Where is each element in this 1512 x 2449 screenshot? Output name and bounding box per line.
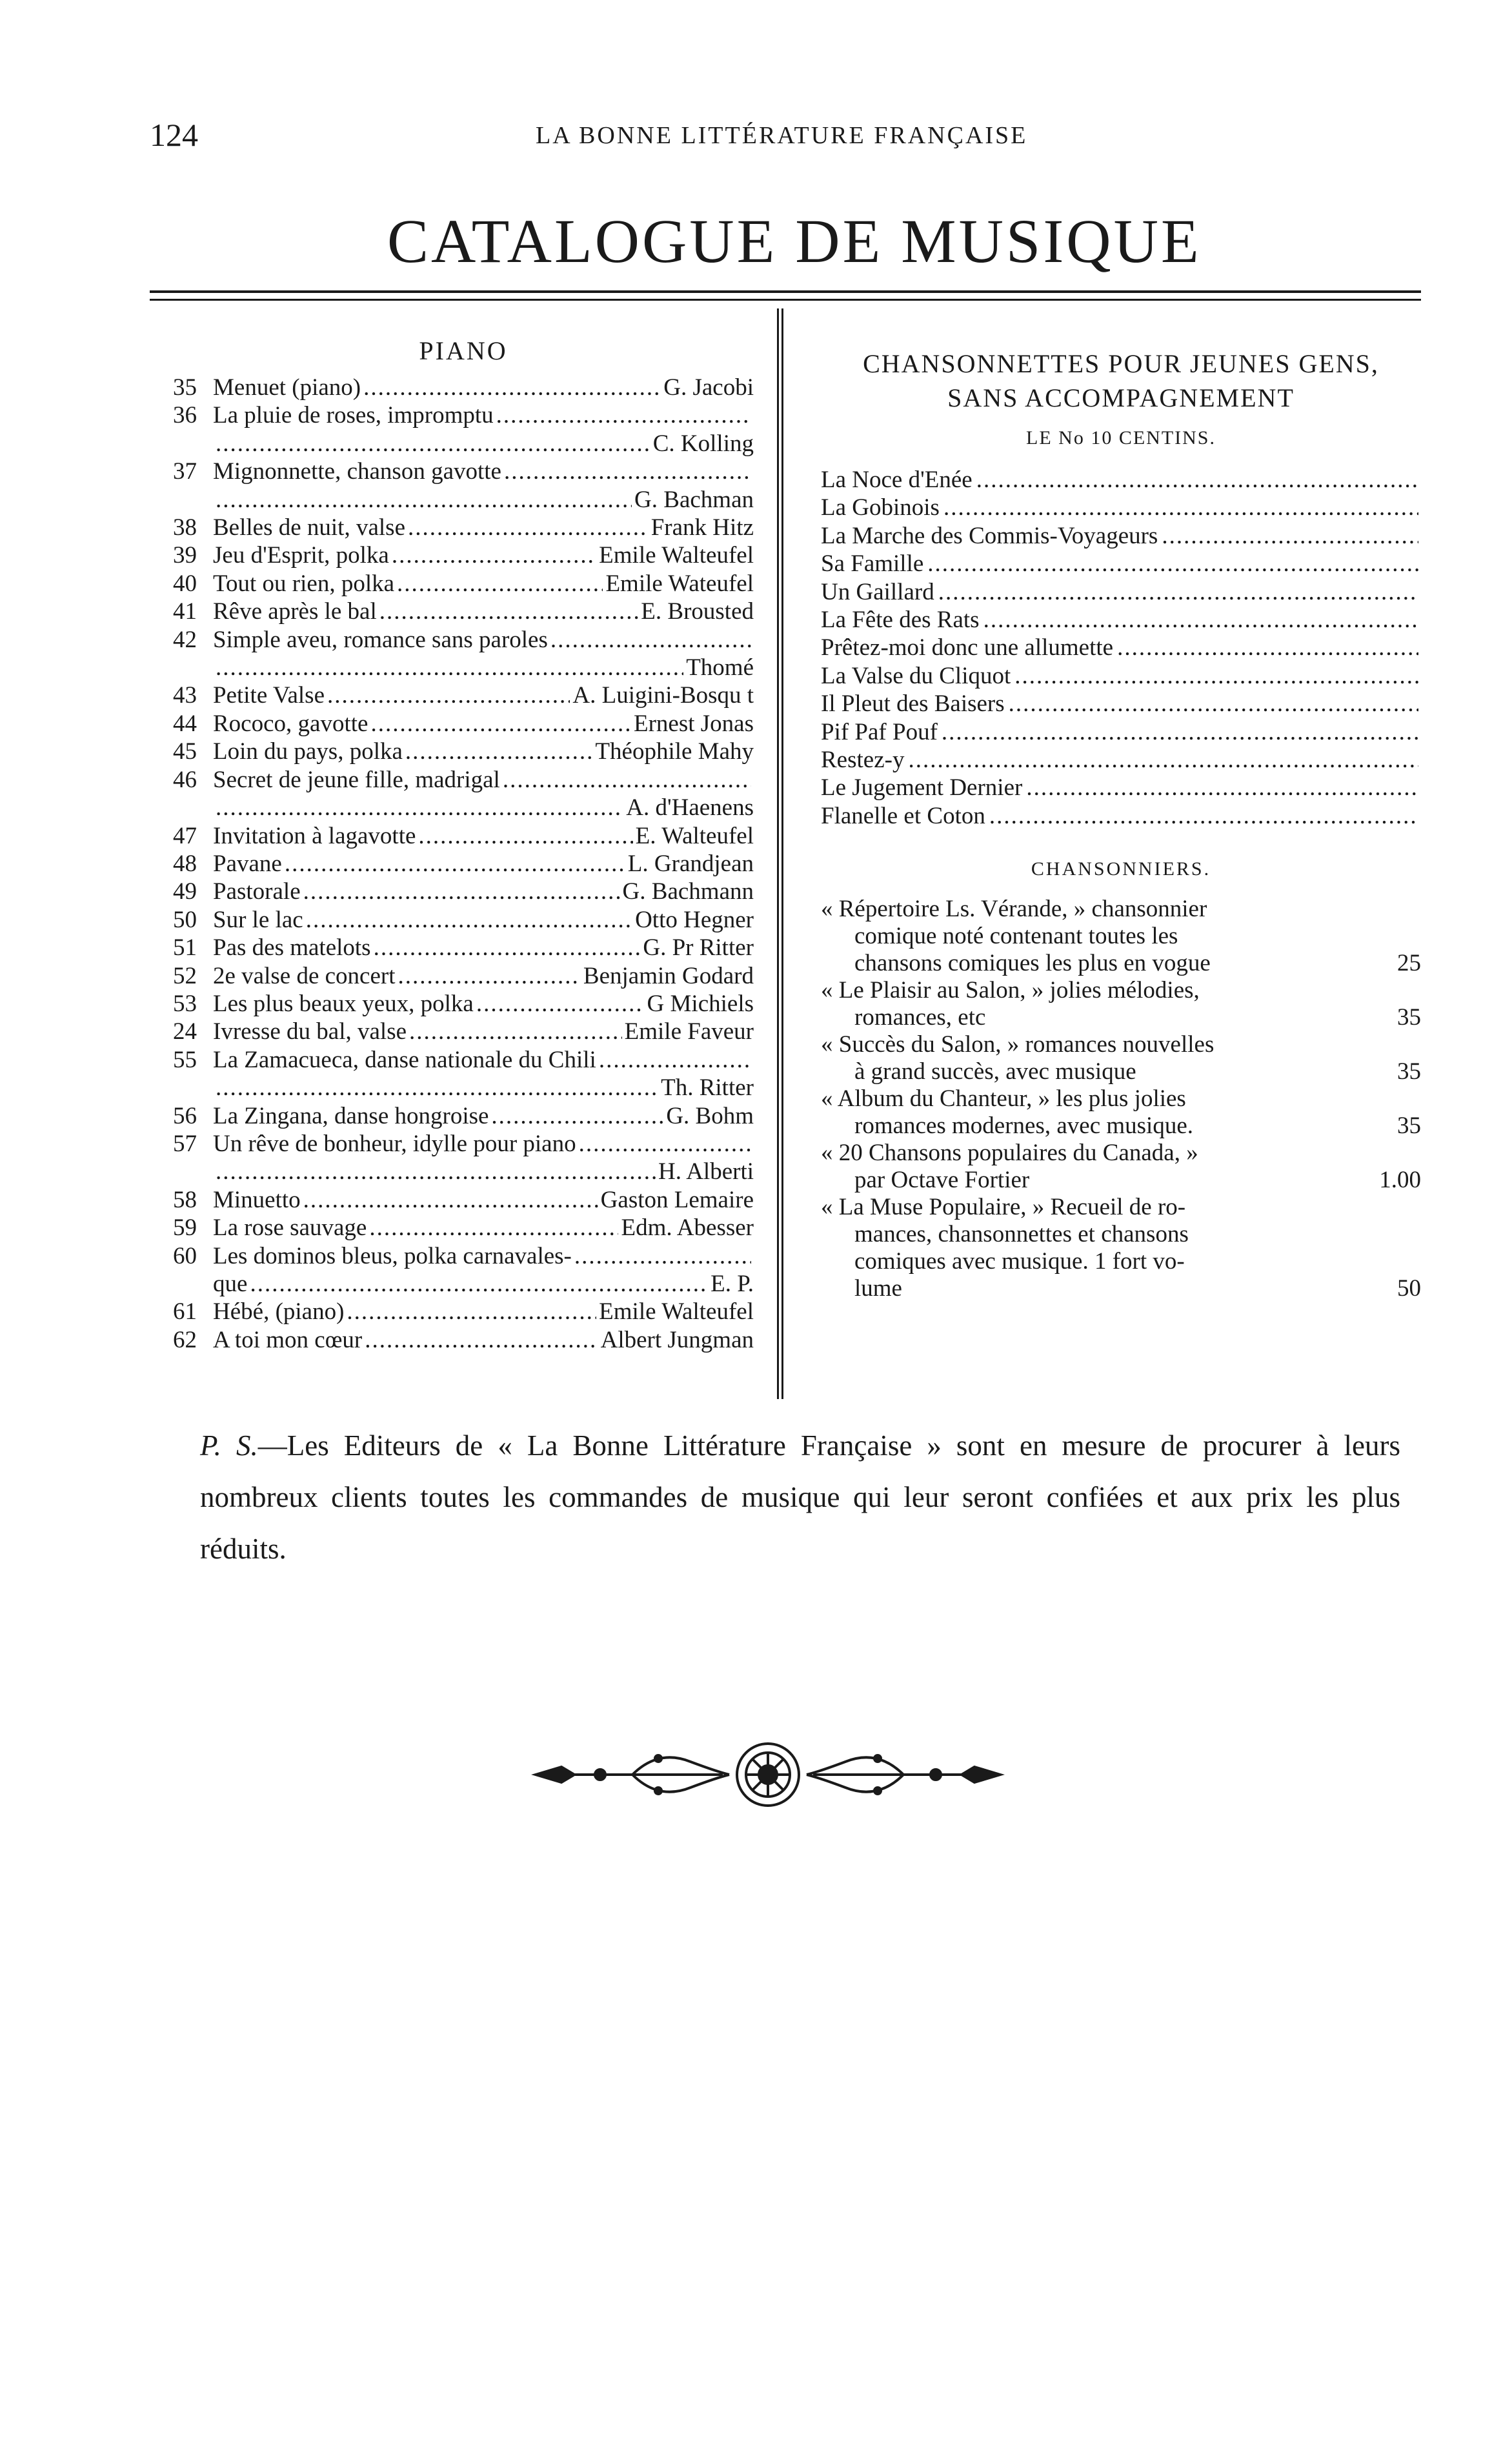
chansonnier-price: 35: [1397, 1113, 1421, 1140]
chansonnettes-subheading: SANS ACCOMPAGNEMENT: [947, 383, 1295, 412]
entry-author: Emile Wateufel: [605, 570, 754, 597]
entry-line: [173, 458, 754, 485]
catalog-entry: [173, 822, 754, 850]
chansonnier-item: [821, 977, 1421, 1031]
leader-dots: [374, 934, 641, 962]
song-title: La Noce d'Enée: [821, 467, 973, 493]
leader-dots: [216, 430, 650, 458]
entry-title: La Zamacueca, danse nationale du Chili: [213, 1046, 596, 1073]
leader-dots: [347, 1298, 596, 1325]
song-item: [821, 606, 1421, 634]
entry-line: [173, 1158, 754, 1185]
entry-author: Ernest Jonas: [634, 710, 754, 737]
entry-number: 37: [173, 458, 197, 485]
chansonnier-item: [821, 1031, 1421, 1085]
entry-author: Gaston Lemaire: [600, 1186, 754, 1213]
entry-number: 51: [173, 934, 197, 962]
song-title: La Fête des Rats: [821, 607, 980, 634]
catalog-entry: [173, 541, 754, 569]
leader-dots: [504, 458, 751, 485]
chansonnier-price: 35: [1397, 1004, 1421, 1031]
entry-line: [173, 654, 754, 681]
entry-author: Th. Ritter: [661, 1074, 754, 1102]
column-divider: [777, 308, 783, 1399]
catalog-entry: [173, 1046, 754, 1102]
entry-line: [173, 990, 754, 1018]
entry-line: [173, 401, 754, 429]
leader-dots: [370, 710, 631, 738]
entry-title: Les dominos bleus, polka carnavales-: [213, 1242, 572, 1269]
entry-title: Les plus beaux yeux, polka: [213, 990, 474, 1017]
song-item: [821, 690, 1421, 718]
entry-title: Pavane: [213, 850, 282, 877]
catalog-entry: [173, 514, 754, 541]
leader-dots: [943, 494, 1418, 521]
entry-number: 36: [173, 402, 197, 429]
chansonnettes-heading: CHANSONNETTES POUR JEUNES GENS,: [863, 349, 1379, 378]
entry-number: 52: [173, 962, 197, 989]
chansonnier-item: [821, 1140, 1421, 1194]
chansonnier-line: « Répertoire Ls. Vérande, » chansonnier: [821, 896, 1207, 923]
chansonnier-price: 25: [1397, 950, 1421, 977]
catalog-entry: [173, 878, 754, 905]
chansonnier-line: comiques avec musique. 1 fort vo-: [854, 1248, 1185, 1275]
entry-title: Jeu d'Esprit, polka: [213, 542, 389, 569]
entry-author: E. Brousted: [641, 598, 754, 625]
chansonnier-line: romances modernes, avec musique.: [854, 1113, 1194, 1140]
postscript-text: —Les Editeurs de « La Bonne Littérature Française » sont en mesure de procurer à leurs nombreux clients toutes les commandes de musique qui leur seront confiées et aux prix les plus réduits.: [200, 1429, 1401, 1565]
entry-line: [173, 1046, 754, 1074]
leader-dots: [369, 1214, 618, 1242]
entry-line: [173, 822, 754, 850]
leader-dots: [976, 466, 1418, 494]
leader-dots: [908, 746, 1418, 774]
chansonnier-item: [821, 896, 1421, 977]
leader-dots: [216, 1074, 658, 1102]
song-title: La Valse du Cliquot: [821, 662, 1011, 689]
entry-title: Un rêve de bonheur, idylle pour piano: [213, 1130, 576, 1157]
chansonnier-line: « Le Plaisir au Salon, » jolies mélodies,: [821, 977, 1200, 1004]
entry-number: 61: [173, 1298, 197, 1325]
entry-title: La Zingana, danse hongroise: [213, 1102, 489, 1129]
entry-author: Emile Walteufel: [599, 1298, 754, 1325]
song-title: La Marche des Commis-Voyageurs: [821, 522, 1158, 549]
entry-line: [173, 570, 754, 598]
leader-dots: [379, 598, 639, 625]
leader-dots: [408, 514, 649, 541]
leader-dots: [503, 766, 751, 794]
entry-title: 2e valse de concert: [213, 962, 396, 989]
song-item: [821, 774, 1421, 801]
entry-title: Minuetto: [213, 1186, 301, 1213]
song-item: [821, 578, 1421, 606]
leader-dots: [303, 878, 620, 905]
song-item: [821, 522, 1421, 550]
chansonnier-line: à grand succès, avec musique: [854, 1058, 1136, 1085]
leader-dots: [938, 578, 1418, 606]
entry-title: Ivresse du bal, valse: [213, 1018, 407, 1045]
entry-line: [173, 794, 754, 821]
entry-title: Invitation à lagavotte: [213, 822, 416, 849]
entry-title: Petite Valse: [213, 682, 325, 709]
entry-title: Simple aveu, romance sans paroles: [213, 626, 548, 653]
entry-number: 55: [173, 1046, 197, 1073]
postscript-label: P. S.: [200, 1429, 258, 1462]
entry-author: G Michiels: [647, 990, 754, 1017]
chansonnier-line: « 20 Chansons populaires du Canada, »: [821, 1140, 1198, 1167]
leader-dots: [409, 1018, 622, 1045]
page-title: CATALOGUE DE MUSIQUE: [387, 207, 1202, 276]
leader-dots: [983, 606, 1418, 634]
entry-title: Pastorale: [213, 878, 301, 905]
catalog-entry: [173, 850, 754, 878]
song-item: [821, 466, 1421, 494]
leader-dots: [398, 962, 581, 990]
catalog-entry: [173, 598, 754, 625]
leader-dots: [1014, 662, 1418, 690]
entry-number: 49: [173, 878, 197, 905]
catalog-entry: [173, 1018, 754, 1045]
entry-line: [173, 486, 754, 514]
leader-dots: [392, 541, 596, 569]
entry-number: 39: [173, 542, 197, 569]
leader-dots: [365, 1326, 598, 1354]
entry-author: L. Grandjean: [627, 850, 754, 877]
entry-author: G. Jacobi: [663, 374, 754, 401]
chansonnier-price: 1.00: [1379, 1167, 1421, 1194]
piano-heading: PIANO: [419, 336, 508, 365]
entry-title: Tout ou rien, polka: [213, 570, 395, 597]
entry-line: [173, 850, 754, 878]
entry-author: Thomé: [686, 654, 754, 681]
entry-number: 50: [173, 906, 197, 933]
fleuron-ornament-icon: [529, 1736, 1007, 1813]
price-note: LE No 10 CENTINS.: [1026, 427, 1216, 448]
entry-number: 38: [173, 514, 197, 541]
entry-number: 58: [173, 1186, 197, 1213]
entry-title: Hébé, (piano): [213, 1298, 345, 1325]
song-title: Pif Paf Pouf: [821, 718, 938, 745]
song-item: [821, 634, 1421, 661]
page-number: 124: [150, 117, 198, 153]
catalog-entry: [173, 1186, 754, 1214]
entry-title: Menuet (piano): [213, 374, 361, 401]
running-title: LA BONNE LITTÉRATURE FRANÇAISE: [536, 122, 1028, 149]
entry-number: 62: [173, 1326, 197, 1353]
entry-number: 43: [173, 682, 197, 709]
entry-author: C. Kolling: [652, 430, 754, 457]
catalog-entry: [173, 1326, 754, 1354]
entry-line: [173, 962, 754, 990]
chansonnier-line: « Succès du Salon, » romances nouvelles: [821, 1031, 1215, 1058]
entry-author: Benjamin Godard: [583, 962, 754, 989]
leader-dots: [1009, 690, 1418, 718]
chansonnier-line: comique noté contenant toutes les: [854, 923, 1178, 950]
entry-line: [173, 1242, 754, 1270]
entry-line: [173, 1326, 754, 1354]
catalog-entry: [173, 962, 754, 990]
catalog-entry: [173, 681, 754, 709]
entry-number: 48: [173, 850, 197, 877]
entry-title: La rose sauvage: [213, 1214, 367, 1242]
entry-title: Sur le lac: [213, 906, 303, 933]
entry-line: [173, 541, 754, 569]
entry-author: Théophile Mahy: [595, 738, 754, 765]
entry-line: [173, 1018, 754, 1045]
song-item: [821, 802, 1421, 830]
entry-title: que: [213, 1271, 248, 1297]
song-title: Prêtez-moi donc une allumette: [821, 634, 1114, 661]
entry-author: Albert Jungman: [600, 1326, 754, 1353]
entry-author: Edm. Abesser: [621, 1214, 754, 1242]
leader-dots: [306, 906, 632, 934]
entry-number: 45: [173, 738, 197, 765]
chansonnier-item: [821, 1085, 1421, 1140]
entry-number: 40: [173, 570, 197, 597]
entry-author: E. P.: [711, 1271, 754, 1297]
entry-number: 35: [173, 374, 197, 401]
leader-dots: [250, 1270, 708, 1298]
entry-number: 60: [173, 1242, 197, 1269]
entry-line: [173, 738, 754, 765]
leader-dots: [1026, 774, 1418, 801]
catalog-entry: [173, 1130, 754, 1186]
entry-number: 56: [173, 1102, 197, 1129]
chansonnier-line: « Album du Chanteur, » les plus jolies: [821, 1085, 1186, 1113]
entry-line: [173, 766, 754, 794]
entry-line: [173, 1214, 754, 1242]
entry-number: 57: [173, 1130, 197, 1157]
leader-dots: [579, 1130, 751, 1158]
entry-number: 47: [173, 822, 197, 849]
catalog-entry: [173, 401, 754, 458]
entry-line: [173, 906, 754, 934]
catalog-entry: [173, 626, 754, 682]
entry-number: 24: [173, 1018, 197, 1045]
leader-dots: [927, 550, 1418, 578]
leader-dots: [216, 654, 683, 681]
entry-author: G. Pr Ritter: [643, 934, 754, 962]
entry-line: [173, 710, 754, 738]
leader-dots: [363, 374, 661, 401]
leader-dots: [405, 738, 593, 765]
entry-title: La pluie de roses, impromptu: [213, 402, 494, 429]
entry-author: Emile Walteufel: [599, 542, 754, 569]
entry-author: Frank Hitz: [650, 514, 754, 541]
catalog-entry: [173, 458, 754, 514]
leader-dots: [989, 802, 1418, 830]
leader-dots: [491, 1102, 663, 1130]
entry-line: [173, 1270, 754, 1298]
song-title: Sa Famille: [821, 550, 924, 578]
catalog-entry: [173, 1102, 754, 1130]
entry-title: A toi mon cœur: [213, 1326, 363, 1353]
entry-author: G. Bohm: [666, 1102, 754, 1129]
leader-dots: [1117, 634, 1418, 661]
entry-author: A. d'Haenens: [626, 794, 754, 821]
entry-line: [173, 878, 754, 905]
song-title: Il Pleut des Baisers: [821, 690, 1005, 718]
entry-title: Belles de nuit, valse: [213, 514, 405, 541]
entry-author: H. Alberti: [658, 1158, 754, 1185]
chansonnier-price: 50: [1397, 1275, 1421, 1302]
entry-author: A. Luigini-Bosqu t: [572, 682, 754, 709]
postscript: [200, 1420, 1400, 1575]
entry-title: Rêve après le bal: [213, 598, 377, 625]
song-title: Restez-y: [821, 747, 905, 774]
leader-dots: [574, 1242, 751, 1270]
catalog-entry: [173, 766, 754, 822]
entry-number: 46: [173, 766, 197, 793]
piano-list: [173, 374, 754, 1354]
leader-dots: [285, 850, 625, 878]
chansonniers-list: [821, 896, 1421, 1302]
entry-title: Secret de jeune fille, madrigal: [213, 766, 500, 793]
entry-author: G. Bachmann: [622, 878, 754, 905]
entry-author: Emile Faveur: [624, 1018, 754, 1045]
catalog-entry: [173, 570, 754, 598]
leader-dots: [1162, 522, 1418, 550]
entry-author: E. Walteufel: [635, 822, 754, 849]
song-title: Un Gaillard: [821, 578, 934, 605]
catalog-entry: [173, 1298, 754, 1325]
chansonnier-line: lume: [854, 1275, 902, 1302]
song-title: Le Jugement Dernier: [821, 774, 1023, 801]
catalog-entry: [173, 906, 754, 934]
entry-line: [173, 1074, 754, 1102]
entry-line: [173, 934, 754, 962]
leader-dots: [216, 486, 632, 514]
leader-dots: [327, 681, 570, 709]
leader-dots: [550, 626, 751, 654]
catalog-entry: [173, 1242, 754, 1298]
entry-number: 59: [173, 1214, 197, 1242]
entry-line: [173, 598, 754, 625]
double-rule: [150, 290, 1421, 301]
catalog-entry: [173, 738, 754, 765]
entry-number: 42: [173, 626, 197, 653]
entry-number: 41: [173, 598, 197, 625]
entry-author: G. Bachman: [634, 486, 754, 513]
entry-number: 44: [173, 710, 197, 737]
leader-dots: [216, 794, 623, 821]
chansonnier-line: romances, etc: [854, 1004, 986, 1031]
catalog-entry: [173, 990, 754, 1018]
leader-dots: [476, 990, 645, 1018]
chansonnier-item: [821, 1194, 1421, 1302]
leader-dots: [942, 718, 1418, 746]
piano-section: [173, 336, 754, 1354]
leader-dots: [599, 1046, 751, 1074]
entry-title: Mignonnette, chanson gavotte: [213, 458, 501, 485]
entry-line: [173, 1102, 754, 1130]
song-item: [821, 746, 1421, 774]
chansonnier-price: 35: [1397, 1058, 1421, 1085]
catalog-entry: [173, 934, 754, 962]
leader-dots: [496, 401, 751, 429]
song-item: [821, 662, 1421, 690]
song-item: [821, 550, 1421, 578]
chansonniers-heading: CHANSONNIERS.: [1031, 858, 1211, 880]
entry-title: Pas des matelots: [213, 934, 371, 962]
chansonnier-line: mances, chansonnettes et chansons: [854, 1221, 1189, 1248]
entry-line: [173, 514, 754, 541]
entry-title: Loin du pays, polka: [213, 738, 403, 765]
catalog-entry: [173, 710, 754, 738]
entry-line: [173, 430, 754, 458]
leader-dots: [397, 570, 603, 598]
chansonnier-line: chansons comiques les plus en vogue: [854, 950, 1211, 977]
entry-line: [173, 681, 754, 709]
entry-line: [173, 1130, 754, 1158]
entry-number: 53: [173, 990, 197, 1017]
chansonnier-line: « La Muse Populaire, » Recueil de ro-: [821, 1194, 1186, 1221]
leader-dots: [216, 1158, 656, 1185]
catalog-entry: [173, 374, 754, 401]
chansonnier-line: par Octave Fortier: [854, 1167, 1030, 1194]
song-item: [821, 494, 1421, 521]
chansonnettes-list: [821, 466, 1421, 830]
song-item: [821, 718, 1421, 746]
song-title: La Gobinois: [821, 494, 940, 521]
entry-line: [173, 374, 754, 401]
leader-dots: [303, 1186, 598, 1214]
leader-dots: [418, 822, 632, 850]
entry-author: Otto Hegner: [635, 906, 754, 933]
entry-title: Rococo, gavotte: [213, 710, 368, 737]
right-column: [821, 348, 1421, 1302]
catalog-entry: [173, 1214, 754, 1242]
entry-line: [173, 1186, 754, 1214]
entry-line: [173, 1298, 754, 1325]
song-title: Flanelle et Coton: [821, 802, 985, 829]
entry-line: [173, 626, 754, 654]
